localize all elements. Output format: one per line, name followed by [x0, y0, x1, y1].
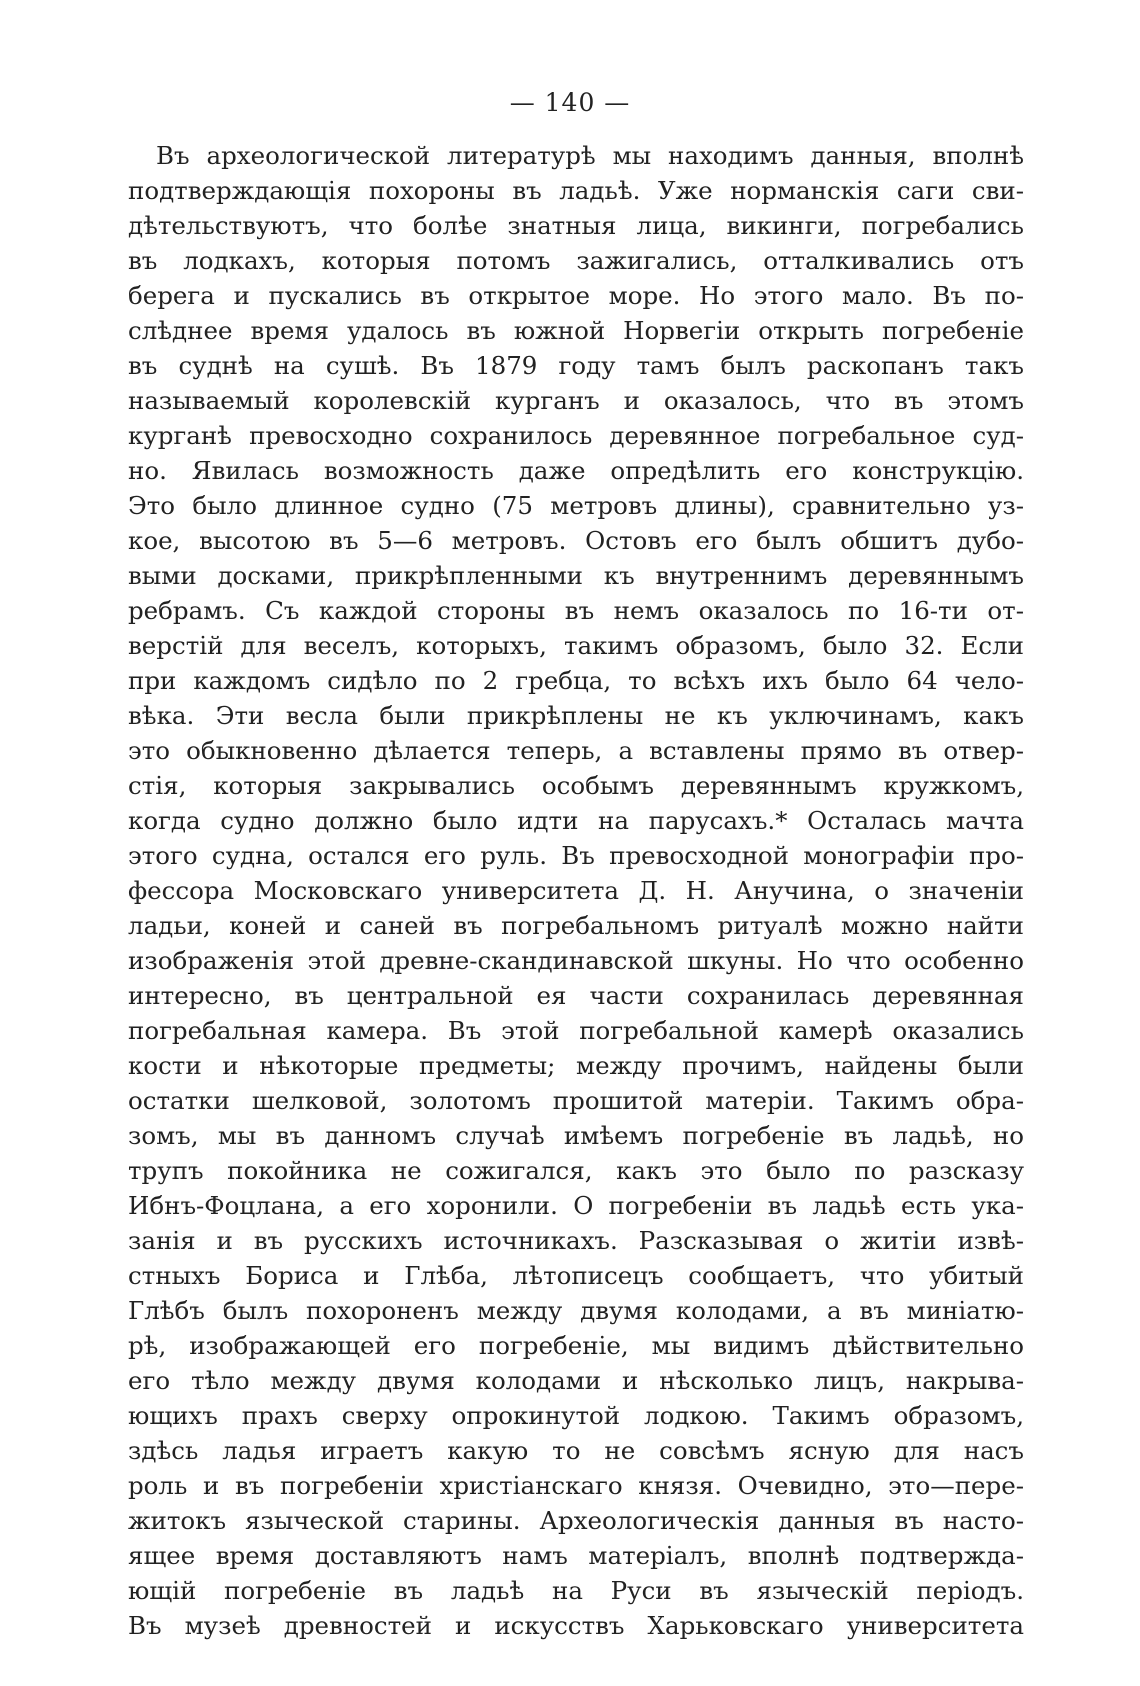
text-line: изображенія этой древне-скандинавской шкуны. Но что особенно	[128, 946, 1024, 975]
text-line: занія и въ русскихъ источникахъ. Разсказывая о житіи извѣ-	[128, 1226, 1024, 1255]
text-line: въ суднѣ на сушѣ. Въ 1879 году тамъ былъ раскопанъ такъ	[128, 351, 1024, 380]
text-line: Въ музеѣ древностей и искусствъ Харьковскаго университета	[128, 1611, 1024, 1640]
text-line: стныхъ Бориса и Глѣба, лѣтописецъ сообщаетъ, что убитый	[128, 1261, 1024, 1290]
text-line: берега и пускались въ открытое море. Но этого мало. Въ по-	[128, 281, 1024, 310]
text-line: когда судно должно было идти на парусахъ.* Осталась мачта	[128, 806, 1024, 835]
text-line: рѣ, изображающей его погребеніе, мы видимъ дѣйствительно	[128, 1331, 1024, 1360]
text-line: Глѣбъ былъ похороненъ между двумя колодами, а въ миніатю-	[128, 1296, 1024, 1325]
text-line: трупъ покойника не сожигался, какъ это было по разсказу	[128, 1156, 1024, 1185]
text-line: ющій погребеніе въ ладьѣ на Руси въ языческій періодъ.	[128, 1576, 1024, 1605]
text-line: это обыкновенно дѣлается теперь, а вставлены прямо въ отвер-	[128, 736, 1024, 765]
text-line: кости и нѣкоторые предметы; между прочимъ, найдены были	[128, 1051, 1024, 1080]
text-line: верстій для веселъ, которыхъ, такимъ образомъ, было 32. Если	[128, 631, 1024, 660]
body-text	[128, 138, 1024, 1643]
text-line: фессора Московскаго университета Д. Н. Анучина, о значеніи	[128, 876, 1024, 905]
text-line: зомъ, мы въ данномъ случаѣ имѣемъ погребеніе въ ладьѣ, но	[128, 1121, 1024, 1150]
text-line: Это было длинное судно (75 метровъ длины), сравнительно уз-	[128, 491, 1024, 520]
text-line: здѣсь ладья играетъ какую то не совсѣмъ ясную для насъ	[128, 1436, 1024, 1465]
page-number-header: — 140 —	[509, 88, 631, 117]
text-line: слѣднее время удалось въ южной Норвегіи открыть погребеніе	[128, 316, 1024, 345]
text-line: житокъ языческой старины. Археологическія данныя въ насто-	[128, 1506, 1024, 1535]
text-line: ящее время доставляютъ намъ матеріалъ, вполнѣ подтвержда-	[128, 1541, 1024, 1570]
text-line: интересно, въ центральной ея части сохранилась деревянная	[128, 981, 1024, 1010]
text-line: ребрамъ. Съ каждой стороны въ немъ оказалось по 16-ти от-	[128, 596, 1024, 625]
text-line: при каждомъ сидѣло по 2 гребца, то всѣхъ ихъ было 64 чело-	[128, 666, 1024, 695]
text-line: ющихъ прахъ сверху опрокинутой лодкою. Такимъ образомъ,	[128, 1401, 1024, 1430]
text-line: кое, высотою въ 5—6 метровъ. Остовъ его былъ обшитъ дубо-	[128, 526, 1024, 555]
text-line: стія, которыя закрывались особымъ деревяннымъ кружкомъ,	[128, 771, 1024, 800]
text-line: его тѣло между двумя колодами и нѣсколько лицъ, накрыва-	[128, 1366, 1024, 1395]
text-line: остатки шелковой, золотомъ прошитой матеріи. Такимъ обра-	[128, 1086, 1024, 1115]
text-line: дѣтельствуютъ, что болѣе знатныя лица, викинги, погребались	[128, 211, 1024, 240]
text-line: выми досками, прикрѣпленными къ внутреннимъ деревяннымъ	[128, 561, 1024, 590]
text-line: этого судна, остался его руль. Въ превосходной монографіи про-	[128, 841, 1024, 870]
text-line: называемый королевскій курганъ и оказалось, что въ этомъ	[128, 386, 1024, 415]
text-line: въ лодкахъ, которыя потомъ зажигались, отталкивались отъ	[128, 246, 1024, 275]
text-line: погребальная камера. Въ этой погребальной камерѣ оказались	[128, 1016, 1024, 1045]
text-line: подтверждающія похороны въ ладьѣ. Уже норманскія саги сви-	[128, 176, 1024, 205]
text-line: курганѣ превосходно сохранилось деревянное погребальное суд-	[128, 421, 1024, 450]
text-line: Въ археологической литературѣ мы находимъ данныя, вполнѣ	[156, 141, 1024, 170]
text-line: вѣка. Эти весла были прикрѣплены не къ уключинамъ, какъ	[128, 701, 1024, 730]
text-line: но. Явилась возможность даже опредѣлить его конструкцію.	[128, 456, 1024, 485]
text-line: Ибнъ-Фоцлана, а его хоронили. О погребеніи въ ладьѣ есть ука-	[128, 1191, 1024, 1220]
text-line: роль и въ погребеніи христіанскаго князя. Очевидно, это—пере-	[128, 1471, 1024, 1500]
text-line: ладьи, коней и саней въ погребальномъ ритуалѣ можно найти	[128, 911, 1024, 940]
